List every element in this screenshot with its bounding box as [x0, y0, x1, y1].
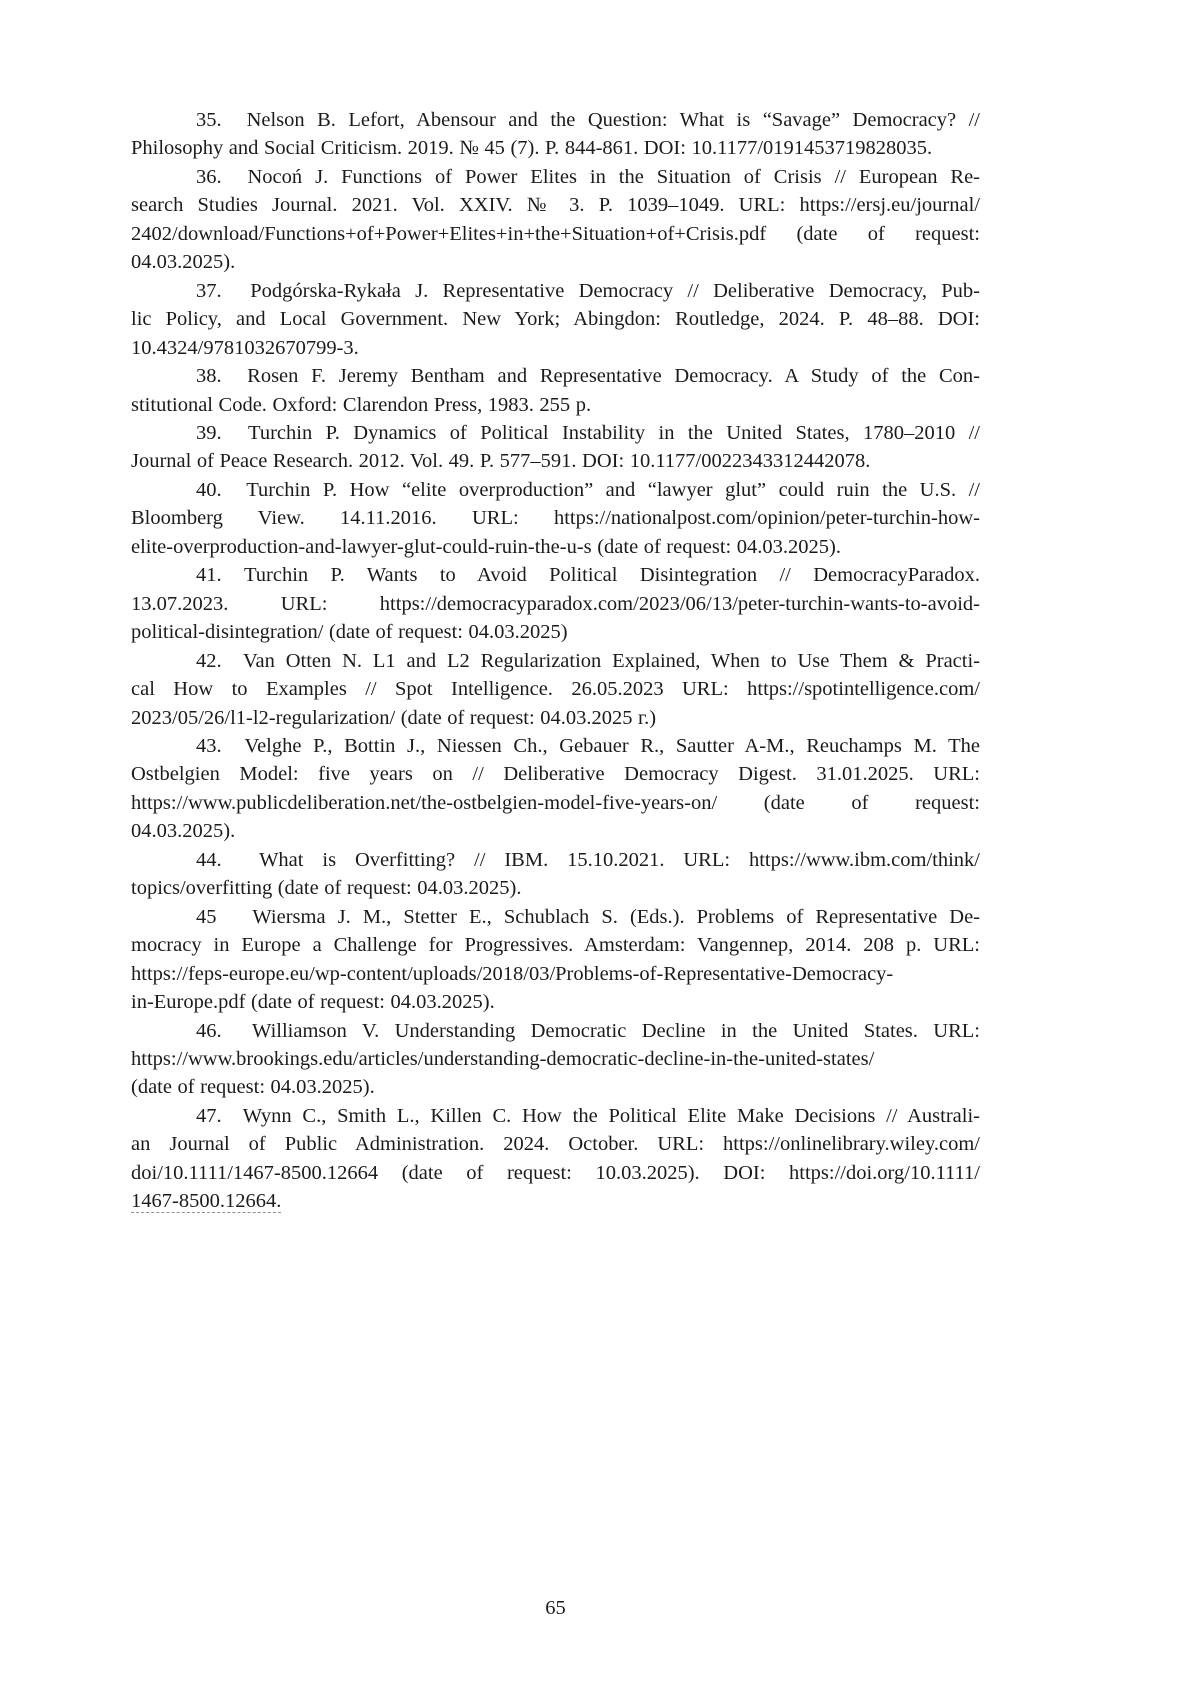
reference-line: political-disintegration/ (date of request: 04.03.2025): [131, 621, 568, 644]
reference-line: 47. Wynn C., Smith L., Killen C. How the Political Elite Make Decisions // Australi-: [196, 1104, 980, 1127]
reference-item: [131, 846, 980, 903]
reference-line: 37. Podgórska-Rykała J. Representative Democracy // Deliberative Democracy, Pub-: [196, 279, 980, 302]
reference-line: 44. What is Overfitting? // IBM. 15.10.2021. URL: https://www.ibm.com/think/: [196, 848, 980, 871]
reference-item: [131, 419, 980, 476]
reference-line: 04.03.2025).: [131, 820, 236, 843]
reference-item: [131, 476, 980, 561]
reference-line: 39. Turchin P. Dynamics of Political Instability in the United States, 1780–2010 //: [196, 421, 980, 444]
reference-line: search Studies Journal. 2021. Vol. XXIV. № 3. P. 1039–1049. URL: https://ersj.eu/journal/: [131, 194, 980, 217]
reference-item: [131, 732, 980, 846]
reference-line: Bloomberg View. 14.11.2016. URL: https://nationalpost.com/opinion/peter-turchin-how-: [131, 507, 980, 530]
reference-line: https://www.brookings.edu/articles/understanding-democratic-decline-in-the-united-states/: [131, 1047, 875, 1070]
reference-line: lic Policy, and Local Government. New York; Abingdon: Routledge, 2024. P. 48–88. DOI:: [131, 308, 980, 331]
reference-line: https://feps-europe.eu/wp-content/uploads/2018/03/Problems-of-Representative-Democracy-: [131, 962, 894, 985]
reference-item: [131, 903, 980, 1017]
reference-line: Philosophy and Social Criticism. 2019. № 45 (7). P. 844-861. DOI: 10.1177/0191453719828035.: [131, 137, 933, 160]
reference-line: 1467-8500.12664.: [131, 1190, 282, 1213]
reference-item: [131, 106, 980, 163]
reference-line: 2023/05/26/l1-l2-regularization/ (date of request: 04.03.2025 г.): [131, 706, 657, 729]
reference-line: topics/overfitting (date of request: 04.03.2025).: [131, 877, 522, 900]
reference-line: 38. Rosen F. Jeremy Bentham and Representative Democracy. A Study of the Con-: [196, 365, 980, 388]
reference-item: [131, 647, 980, 732]
reference-line: (date of request: 04.03.2025).: [131, 1076, 375, 1099]
reference-line: 42. Van Otten N. L1 and L2 Regularization Explained, When to Use Them & Practi-: [196, 649, 980, 672]
reference-item: [131, 1102, 980, 1216]
reference-line: Ostbelgien Model: five years on // Deliberative Democracy Digest. 31.01.2025. URL:: [131, 763, 980, 786]
reference-line: https://www.publicdeliberation.net/the-ostbelgien-model-five-years-on/ (date of request:: [131, 791, 980, 814]
reference-line: Journal of Peace Research. 2012. Vol. 49. P. 577–591. DOI: 10.1177/0022343312442078.: [131, 450, 871, 473]
reference-line: stitutional Code. Oxford: Clarendon Press, 1983. 255 p.: [131, 393, 592, 416]
reference-item: [131, 1017, 980, 1102]
reference-line: mocracy in Europe a Challenge for Progressives. Amsterdam: Vangennep, 2014. 208 p. URL:: [131, 934, 980, 957]
reference-line: an Journal of Public Administration. 2024. October. URL: https://onlinelibrary.wiley.com/: [131, 1133, 980, 1156]
reference-line: 04.03.2025).: [131, 251, 236, 274]
reference-item: [131, 277, 980, 362]
reference-line: elite-overproduction-and-lawyer-glut-could-ruin-the-u-s (date of request: 04.03.2025).: [131, 535, 841, 558]
reference-line: 10.4324/9781032670799-3.: [131, 336, 359, 359]
reference-line: 41. Turchin P. Wants to Avoid Political Disintegration // DemocracyParadox.: [196, 564, 980, 587]
reference-line: 46. Williamson V. Understanding Democratic Decline in the United States. URL:: [196, 1019, 980, 1042]
reference-line: 35. Nelson B. Lefort, Abensour and the Question: What is “Savage” Democracy? //: [196, 109, 980, 131]
reference-line: in-Europe.pdf (date of request: 04.03.2025).: [131, 991, 495, 1014]
reference-line: 36. Nocoń J. Functions of Power Elites in the Situation of Crisis // European Re-: [196, 165, 980, 188]
reference-line: cal How to Examples // Spot Intelligence. 26.05.2023 URL: https://spotintelligence.com/: [131, 678, 980, 701]
reference-item: [131, 362, 980, 419]
page-number: 65: [545, 1597, 566, 1619]
reference-line: 43. Velghe P., Bottin J., Niessen Ch., Gebauer R., Sautter A-M., Reuchamps M. The: [196, 734, 980, 757]
reference-item: [131, 163, 980, 277]
reference-item: [131, 561, 980, 646]
reference-line: 2402/download/Functions+of+Power+Elites+in+the+Situation+of+Crisis.pdf (date of request:: [131, 222, 980, 245]
reference-line: 40. Turchin P. How “elite overproduction” and “lawyer glut” could ruin the U.S. //: [196, 478, 980, 501]
reference-line: 45 Wiersma J. M., Stetter E., Schublach S. (Eds.). Problems of Representative De-: [196, 905, 980, 928]
references-list: [131, 106, 980, 1216]
reference-line: 13.07.2023. URL: https://democracyparadox.com/2023/06/13/peter-turchin-wants-to-avoid-: [131, 592, 980, 615]
reference-line: doi/10.1111/1467-8500.12664 (date of request: 10.03.2025). DOI: https://doi.org/10.1111/: [131, 1161, 980, 1184]
